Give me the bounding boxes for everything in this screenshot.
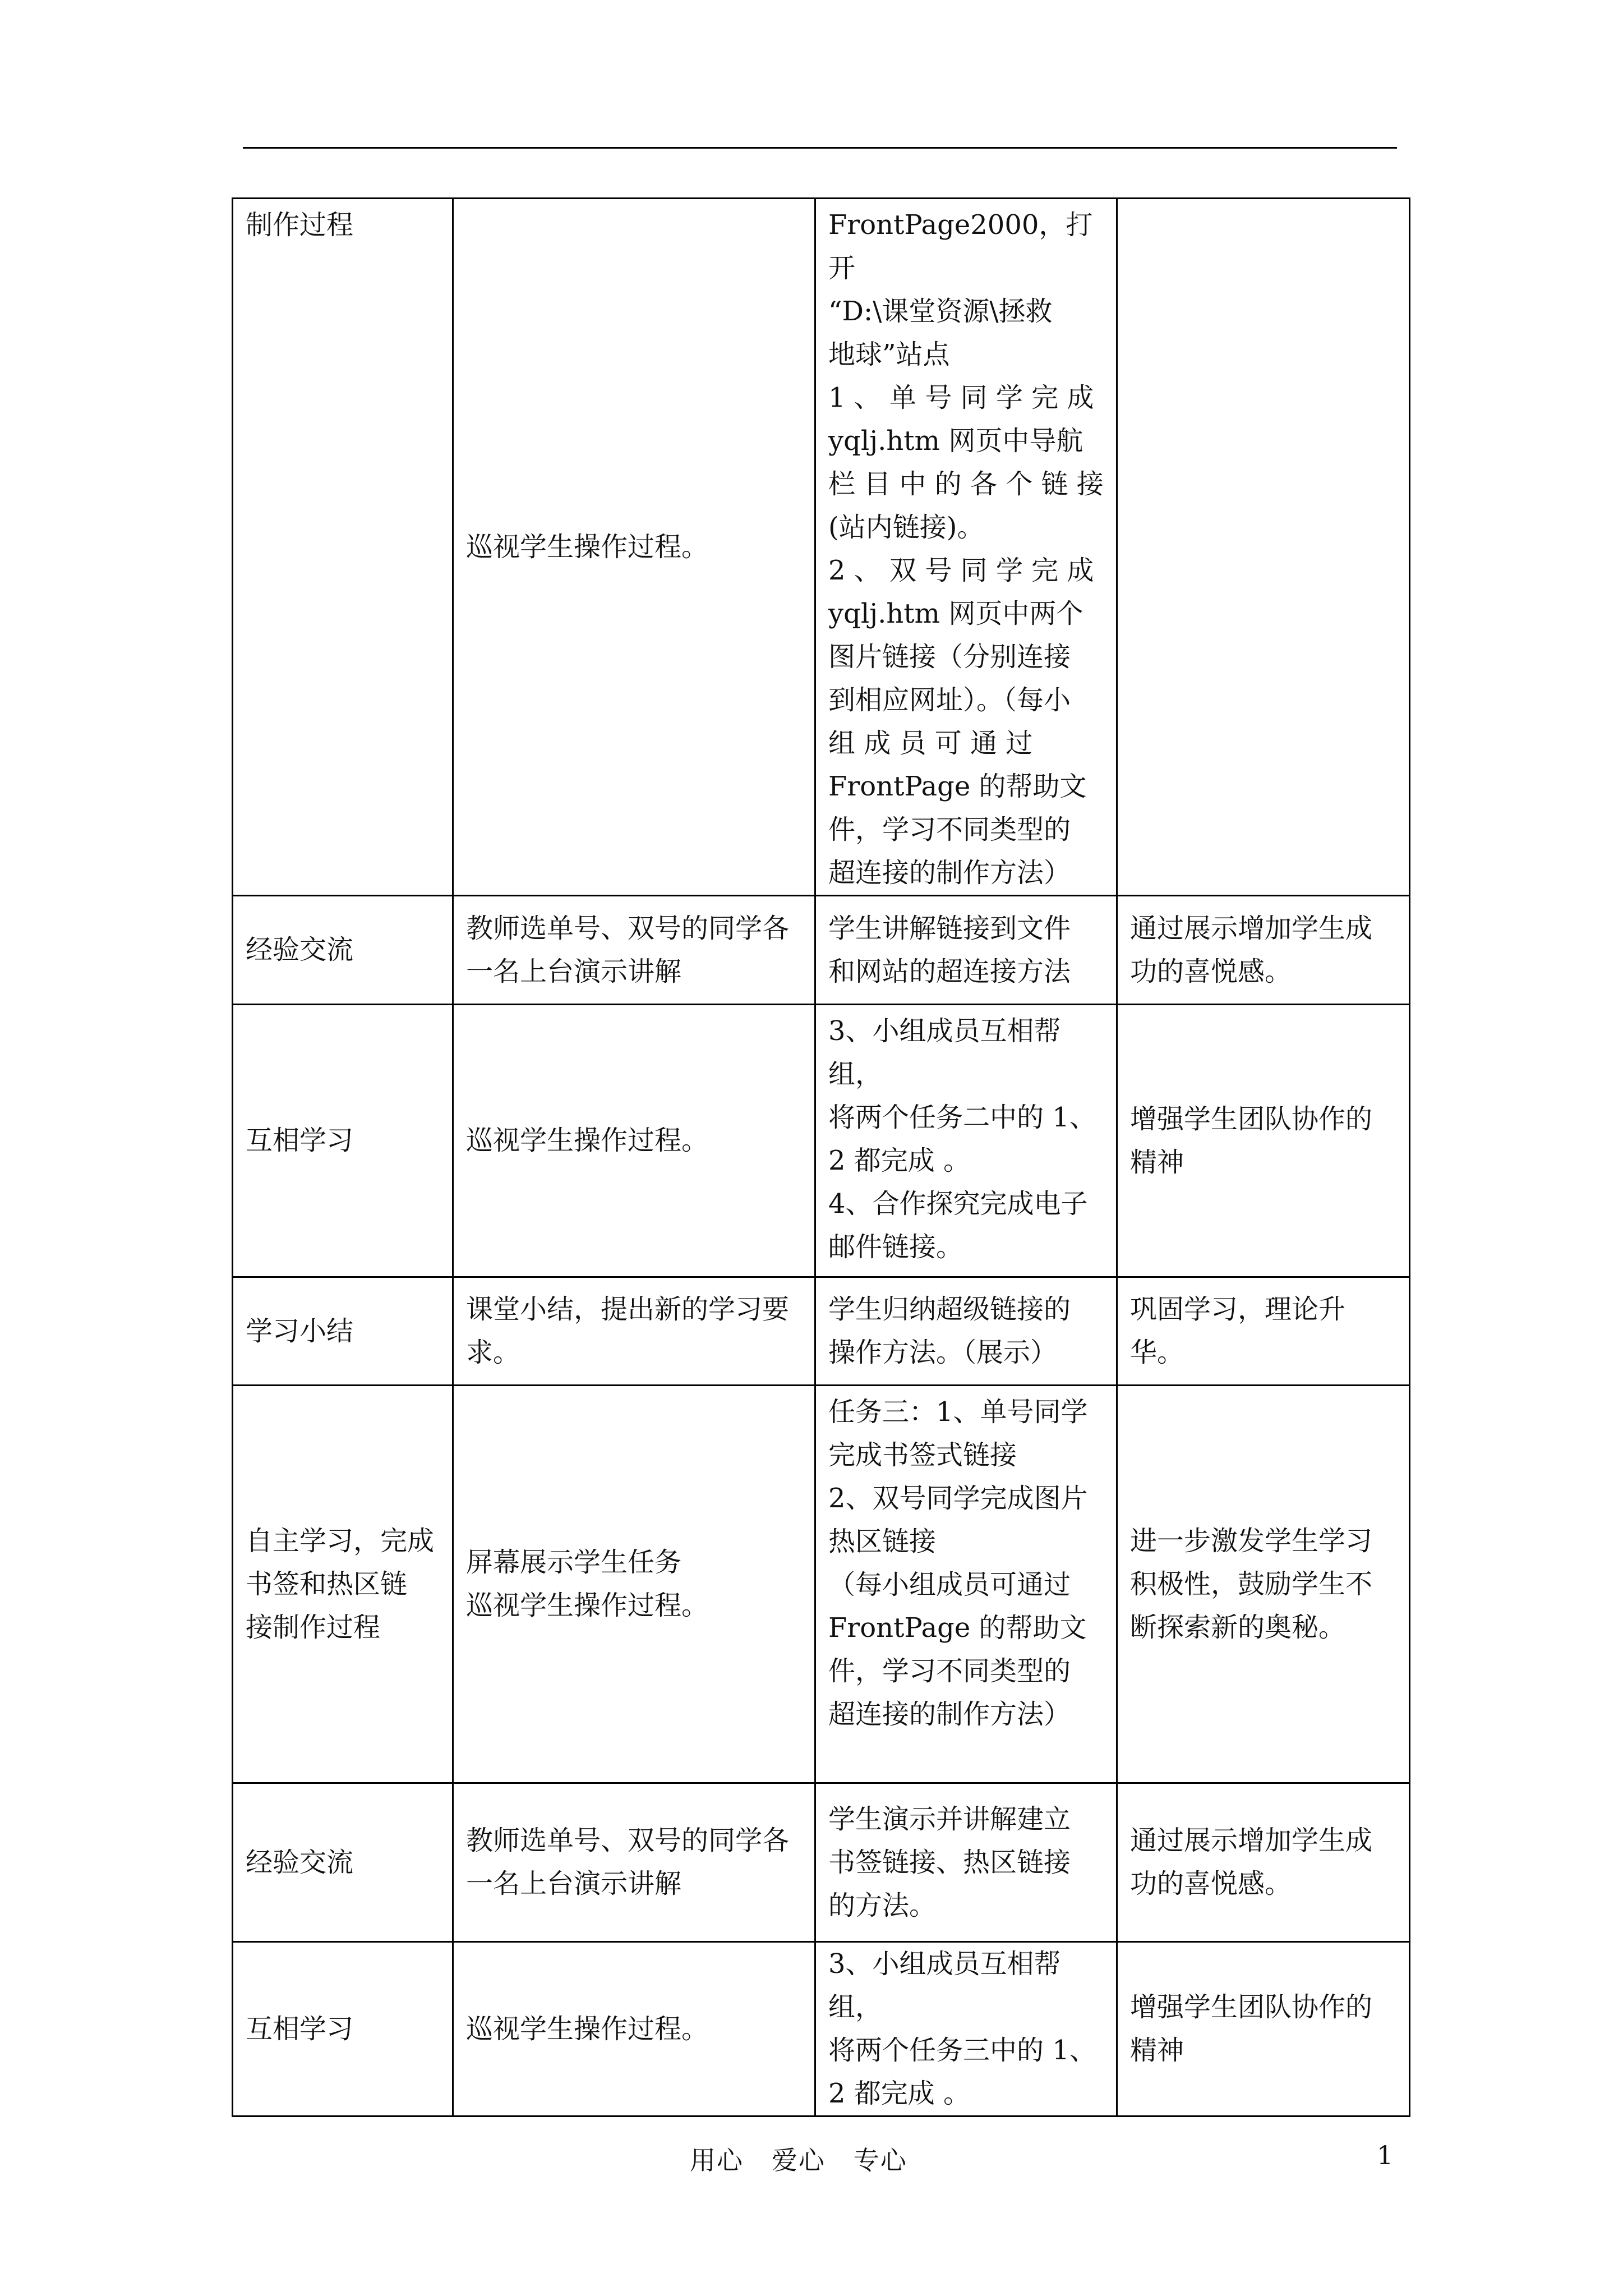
table-row xyxy=(233,1386,1410,1783)
student-activity-cell xyxy=(815,1277,1117,1386)
student-activity-cell xyxy=(815,199,1117,896)
student-activity-cell xyxy=(815,1005,1117,1277)
student-activity-text: 学生讲解链接到文件 和网站的超连接方法 xyxy=(828,912,1071,987)
design-intent-cell xyxy=(1117,1277,1410,1386)
student-activity-text: 3、小组成员互相帮组， 将两个任务三中的 1、 2 都完成 。 xyxy=(828,1948,1096,2109)
design-intent-cell xyxy=(1117,1005,1410,1277)
table-row xyxy=(233,1783,1410,1942)
design-intent-cell xyxy=(1117,199,1410,896)
teacher-activity-text: 巡视学生操作过程。 xyxy=(466,531,709,563)
design-intent-text: 巩固学习，理论升华。 xyxy=(1130,1294,1346,1368)
student-activity-cell xyxy=(815,1942,1117,2116)
stage-text: 制作过程 xyxy=(246,209,354,241)
stage-text: 学习小结 xyxy=(246,1315,354,1347)
table-row xyxy=(233,1005,1410,1277)
student-activity-text: 学生归纳超级链接的 操作方法。（展示） xyxy=(828,1294,1071,1368)
table-row xyxy=(233,896,1410,1005)
stage-cell xyxy=(233,1386,453,1783)
design-intent-cell xyxy=(1117,1942,1410,2116)
teacher-activity-cell xyxy=(453,1783,815,1942)
teacher-activity-text: 巡视学生操作过程。 xyxy=(466,1125,709,1156)
teacher-activity-cell xyxy=(453,1277,815,1386)
design-intent-text: 增强学生团队协作的 精神 xyxy=(1130,1103,1373,1178)
stage-cell xyxy=(233,1005,453,1277)
design-intent-text: 进一步激发学生学习 积极性，鼓励学生不 断探索新的奥秘。 xyxy=(1130,1525,1373,1643)
stage-text: 经验交流 xyxy=(246,934,354,965)
footer-motto: 用心 爱心 专心 xyxy=(690,2145,907,2175)
header-rule xyxy=(243,147,1397,149)
stage-text: 互相学习 xyxy=(246,2013,354,2045)
teacher-activity-text: 屏幕展示学生任务 巡视学生操作过程。 xyxy=(466,1547,709,1621)
teacher-activity-text: 教师选单号、双号的同学各 一名上台演示讲解 xyxy=(466,912,790,987)
teacher-activity-cell xyxy=(453,199,815,896)
design-intent-text: 增强学生团队协作的 精神 xyxy=(1130,1991,1373,2066)
student-activity-text: 学生演示并讲解建立 书签链接、热区链接 的方法。 xyxy=(828,1803,1071,1921)
design-intent-cell xyxy=(1117,1783,1410,1942)
student-activity-cell xyxy=(815,1783,1117,1942)
page-number: 1 xyxy=(1377,2140,1394,2170)
teacher-activity-text: 教师选单号、双号的同学各 一名上台演示讲解 xyxy=(466,1825,790,1899)
table-row xyxy=(233,199,1410,896)
design-intent-text: 通过展示增加学生成 功的喜悦感。 xyxy=(1130,1825,1373,1899)
student-activity-text: FrontPage2000，打开 “D:\课堂资源\拯救 地球”站点 1 、 单 号 同 学 完 成 yqlj.htm 网页中导航 栏 目 中 的 各 个 链 接 (站内链接)。 2 、 双 号 同 学 完 成 yqlj.htm 网页中两个 图片链接（分别连接 到相应网址）。（每小 组 成 员 可 通 过 FrontPage 的帮助文 件，学习不同类型的 超连接的制作方法） xyxy=(828,209,1104,889)
design-intent-cell xyxy=(1117,896,1410,1005)
student-activity-text: 任务三：1、单号同学 完成书签式链接 2、双号同学完成图片 热区链接 （每小组成员可通过 FrontPage 的帮助文 件，学习不同类型的 超连接的制作方法） xyxy=(828,1396,1088,1730)
stage-text: 互相学习 xyxy=(246,1125,354,1156)
lesson-plan-table xyxy=(232,197,1410,2117)
student-activity-cell xyxy=(815,1386,1117,1783)
stage-cell xyxy=(233,199,453,896)
table-row xyxy=(233,1277,1410,1386)
design-intent-cell xyxy=(1117,1386,1410,1783)
table-row xyxy=(233,1942,1410,2116)
teacher-activity-cell xyxy=(453,1386,815,1783)
design-intent-text: 通过展示增加学生成 功的喜悦感。 xyxy=(1130,912,1373,987)
stage-cell xyxy=(233,1942,453,2116)
teacher-activity-cell xyxy=(453,1942,815,2116)
stage-cell xyxy=(233,1277,453,1386)
stage-text: 经验交流 xyxy=(246,1846,354,1878)
stage-cell xyxy=(233,1783,453,1942)
teacher-activity-text: 课堂小结，提出新的学习要 求。 xyxy=(466,1294,790,1368)
student-activity-text: 3、小组成员互相帮组， 将两个任务二中的 1、 2 都完成 。 4、合作探究完成电子 邮件链接。 xyxy=(828,1015,1096,1263)
stage-text: 自主学习，完成 书签和热区链 接制作过程 xyxy=(246,1525,435,1643)
stage-cell xyxy=(233,896,453,1005)
student-activity-cell xyxy=(815,896,1117,1005)
teacher-activity-text: 巡视学生操作过程。 xyxy=(466,2013,709,2045)
teacher-activity-cell xyxy=(453,1005,815,1277)
teacher-activity-cell xyxy=(453,896,815,1005)
